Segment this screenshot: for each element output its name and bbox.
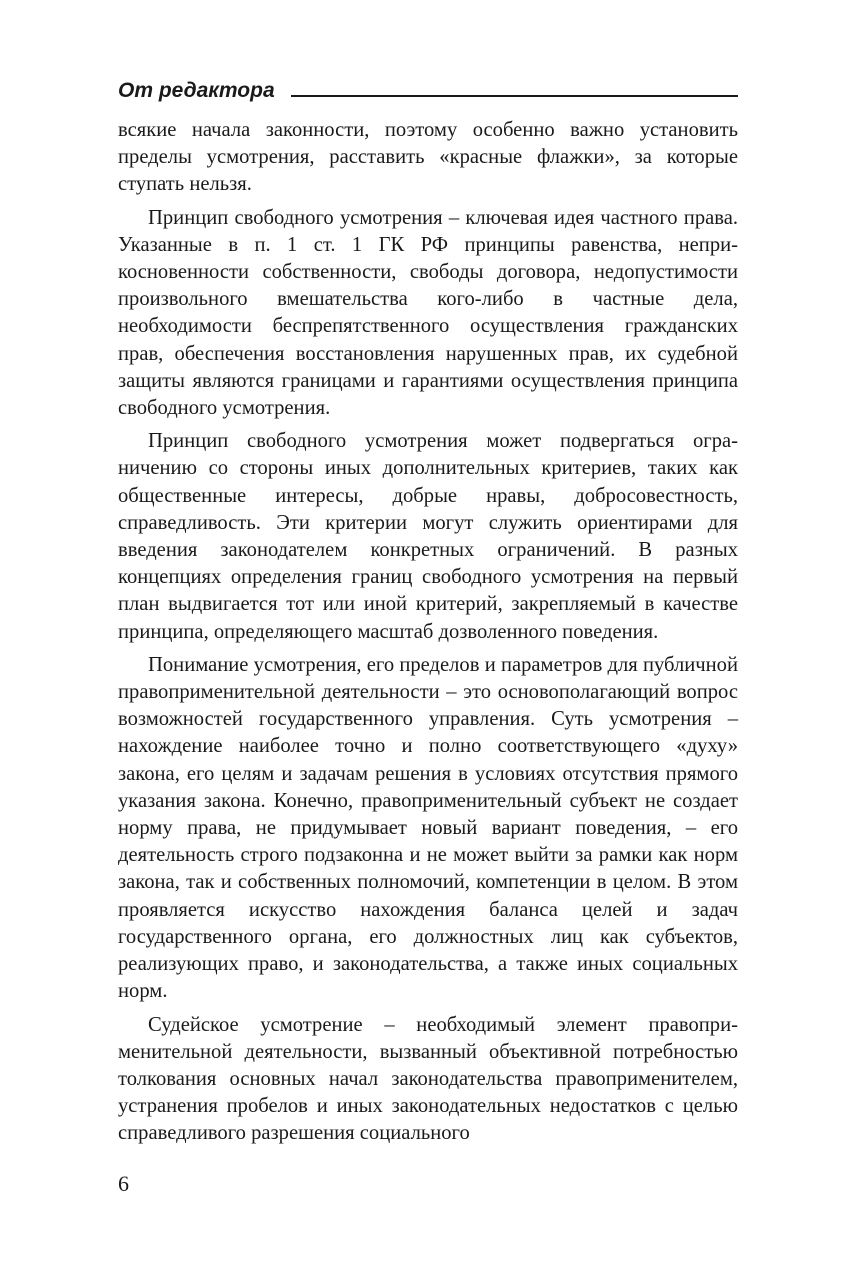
header-title: От редактора: [118, 79, 275, 102]
page-number: 6: [118, 1171, 129, 1196]
paragraph-judicial-discretion: Судейское усмотрение – необходимый элемент правоприменительной деятельности, вызванный объективной потребностью толкования основных начал законодательства правоприменителем, устранения пробелов и иных законодательных недостатков с целью справедливого разрешения социального: [118, 1013, 738, 1145]
body-text: [118, 117, 738, 1154]
paragraph-public-discretion: Понимание усмотрения, его пределов и параметров для публичной правоприменительной деятельности – это основополагающий вопрос возможностей государственного управления. Суть усмотрения – нахождение наиболее точно и полно соответствующего «духу» закона, его целям и задачам решения в условиях отсутствия прямого указания закона. Конечно, правоприменительный субъект не создает норму права, не придумывает новый вариант поведения, – его деятельность строго подзаконна и не может выйти за рамки как норм закона, так и собственных полномочий, компетенции в целом. В этом проявляется искусство нахождения баланса целей и задач государственного органа, его должностных лиц как субъектов, реализующих право, и законодательства, а также иных социальных норм.: [118, 653, 738, 1003]
paragraph-limitation-criteria: Принцип свободного усмотрения может подвергаться ограничению со стороны иных дополнительных критериев, таких как общественные интересы, добрые нравы, добросовестность, справедливость. Эти критерии могут служить ориентирами для введения законодателем конкретных ограничений. В разных концепциях определения границ свободного усмотрения на первый план выдвигается тот или иной критерий, закрепляемый в качестве принципа, определяющего масштаб дозволенного поведения.: [118, 430, 738, 643]
running-header: [118, 74, 738, 104]
paragraph-continued: всякие начала законности, поэтому особенно важно установить пределы усмотрения, расставить «красные флажки», за которые ступать нельзя.: [118, 119, 738, 196]
paragraph-free-discretion-principle: Принцип свободного усмотрения – ключевая идея частного права. Указанные в п. 1 ст. 1 ГК РФ принципы равенства, неприкосновенности собственности, свободы договора, недопустимости произвольного вмешательства кого-либо в частные дела, необходимости беспрепятственного осуществления гражданских прав, обеспечения восстановления нарушенных прав, их судебной защиты являются границами и гарантиями осуществления принципа свободного усмотрения.: [118, 206, 738, 420]
header-rule: [291, 95, 738, 97]
